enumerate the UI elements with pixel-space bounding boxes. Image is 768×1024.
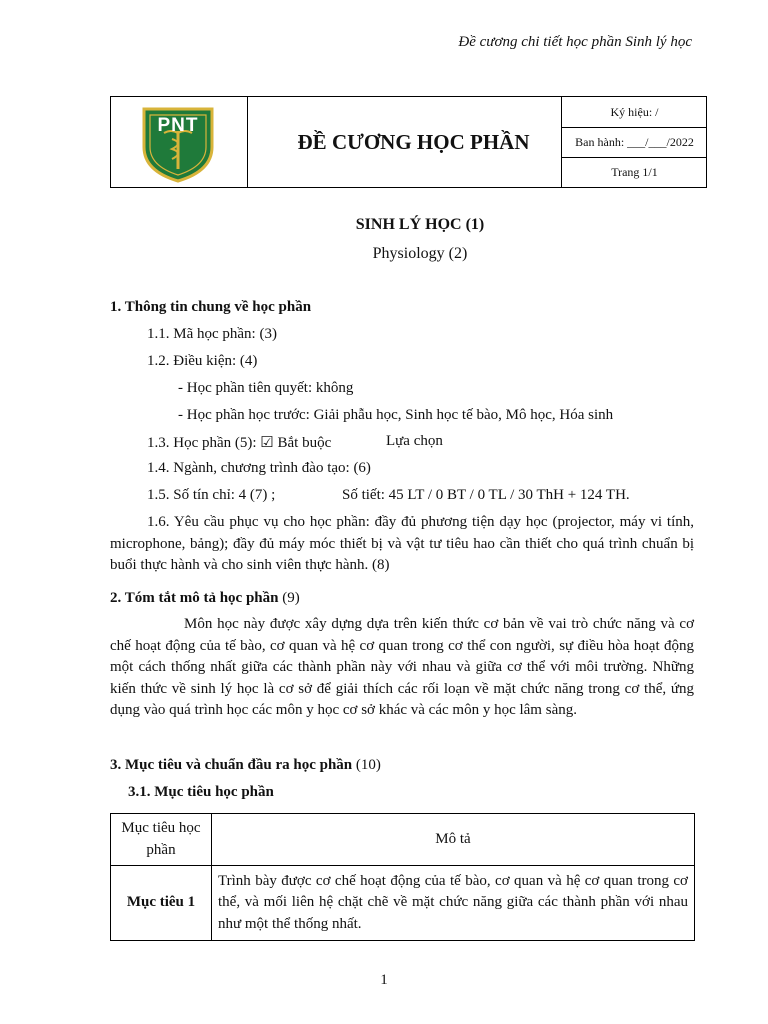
section3-heading-text: 3. Mục tiêu và chuẩn đầu ra học phần bbox=[110, 757, 353, 773]
logo-text: PNT bbox=[157, 115, 199, 136]
objectives-table bbox=[110, 813, 695, 941]
table-header-description: Mô tả bbox=[212, 814, 695, 866]
hours: Số tiết: 45 LT / 0 BT / 0 TL / 30 ThH + 124 TH. bbox=[342, 487, 630, 503]
logo-cell bbox=[111, 97, 248, 187]
page-number: 1 bbox=[380, 972, 388, 988]
course-title: SINH LÝ HỌC (1) bbox=[355, 216, 485, 233]
table-header-objective: Mục tiêu học phần bbox=[111, 814, 212, 866]
prerequisites-label: 1.2. Điều kiện: (4) bbox=[147, 353, 258, 369]
table-row bbox=[111, 866, 695, 941]
section3-subheading: 3.1. Mục tiêu học phần bbox=[128, 784, 274, 800]
objective-cell: Mục tiêu 1 bbox=[111, 866, 212, 941]
section2-heading-text: 2. Tóm tắt mô tả học phần bbox=[110, 590, 279, 606]
summary-paragraph: Môn học này được xây dựng dựa trên kiến thức cơ bản về vai trò chức năng và cơ chế hoạt động của tế bào, cơ quan và hệ cơ quan trong cơ thể con người, sự điều hòa hoạt động một cách thống nhất giữa các thành phần này với nhau và giữa cơ thể với môi trường. Những kiến thức về sinh lý học là cơ sở để giải thích các rối loạn về mặt chức năng trong cơ thể, ứng dụng vào quá trình học các môn y học cơ sở khác và các môn y học lâm sàng. bbox=[110, 616, 694, 718]
meta-column bbox=[561, 97, 707, 187]
section3-heading bbox=[110, 757, 381, 774]
course-code: 1.1. Mã học phần: (3) bbox=[147, 326, 277, 342]
prereq-item: - Học phần tiên quyết: không bbox=[178, 380, 354, 396]
section1-heading: 1. Thông tin chung về học phần bbox=[110, 299, 312, 315]
credits: 1.5. Số tín chỉ: 4 (7) ; bbox=[147, 487, 276, 503]
running-header: Đề cương chi tiết học phần Sinh lý học bbox=[458, 34, 692, 50]
course-type: 1.3. Học phần (5): ☑ Bắt buộc bbox=[147, 435, 332, 451]
table-header-row bbox=[111, 814, 695, 866]
page-count-field: Trang 1/1 bbox=[562, 157, 707, 187]
issue-date-field: Ban hành: ___/___/2022 bbox=[562, 127, 707, 157]
course-subtitle: Physiology (2) bbox=[372, 245, 468, 262]
section2-heading bbox=[110, 590, 300, 607]
symbol-field: Ký hiệu: / bbox=[610, 104, 659, 119]
course-type-option: Lựa chọn bbox=[386, 433, 443, 449]
prereq-item: - Học phần học trước: Giải phẫu học, Sinh học tế bào, Mô học, Hóa sinh bbox=[178, 407, 614, 423]
section2-heading-note: (9) bbox=[278, 590, 300, 606]
requirements-paragraph: 1.6. Yêu cầu phục vụ cho học phần: đầy đủ phương tiện dạy học (projector, máy vi tính, microphone, bảng); đầy đủ máy móc thiết bị và vật tư tiêu hao cần thiết cho quá trình chuẩn bị buổi thực hành và cho sinh viên thực hành. (8) bbox=[110, 514, 694, 573]
section3-heading-note: (10) bbox=[352, 757, 381, 773]
major: 1.4. Ngành, chương trình đào tạo: (6) bbox=[147, 460, 371, 476]
document-header-table bbox=[110, 96, 707, 188]
school-logo bbox=[138, 103, 218, 183]
document-title: ĐỀ CƯƠNG HỌC PHẦN bbox=[297, 129, 530, 154]
description-cell: Trình bày được cơ chế hoạt động của tế bào, cơ quan và hệ cơ quan trong cơ thể, và mối liên hệ chặt chẽ về mặt chức năng giữa các thành phần với nhau như một thể thống nhất. bbox=[212, 866, 695, 941]
